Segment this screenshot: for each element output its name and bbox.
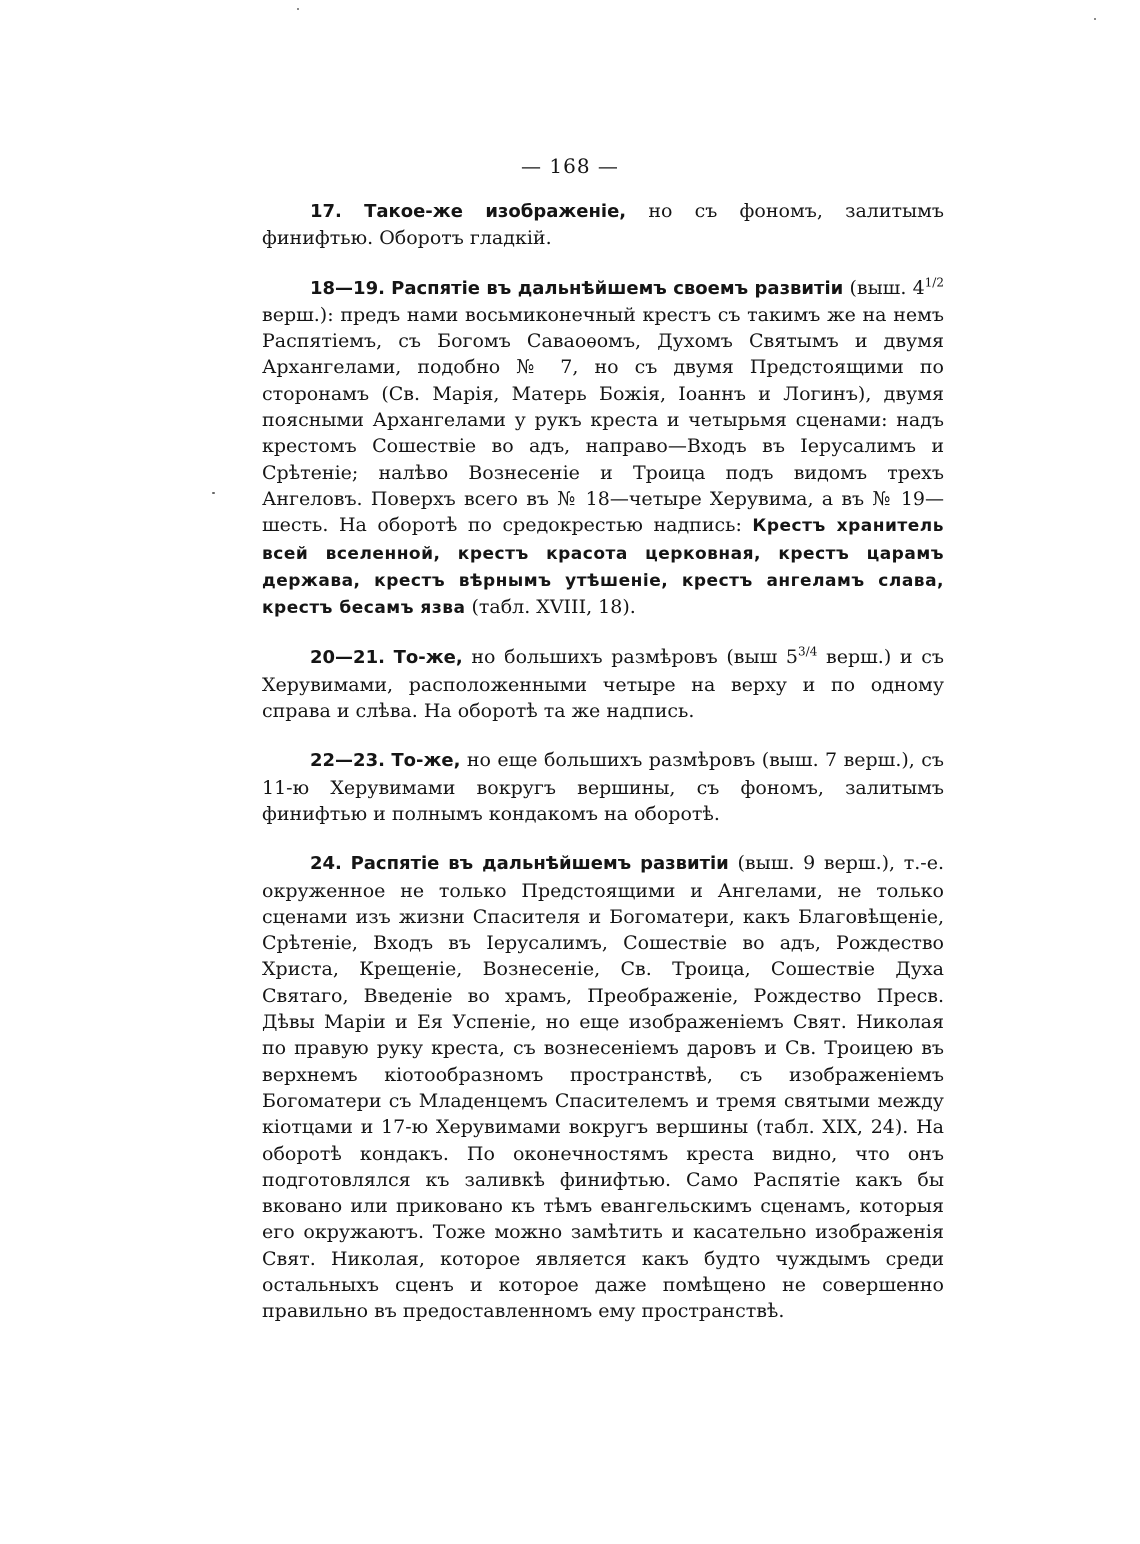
- paper-speck: [297, 8, 299, 10]
- fraction: 3/4: [798, 645, 818, 660]
- page-number: — 168 —: [521, 154, 619, 178]
- catalog-entry-17: [262, 198, 944, 252]
- entry-text: верш.): предъ нами восьмиконечный крестъ съ такимъ же на немъ Распятіемъ, съ Богомъ Саваоѳомъ, Духомъ Святымъ и двумя Архангелами, подобно № 7, но съ двумя Предстоящими по сторонамъ (Св. Марія, Матерь Божія, Іоаннъ и Логинъ), двумя поясными Архангелами у рукъ креста и четырьмя сценами: надъ крестомъ Сошествіе во адъ, направо—Входъ въ Іерусалимъ и Срѣтеніе; налѣво Вознесеніе и Троица подъ видомъ трехъ Ангеловъ. Поверхъ всего въ № 18—четыре Херувима, а въ № 19—шесть. На оборотѣ по средокрестью надпись:: [262, 303, 944, 537]
- entry-text: (выш. 9 верш.), т.-е. окруженное не только Предстоящими и Ангелами, не только сценами изъ жизни Спасителя и Богоматери, какъ Благовѣщеніе, Срѣтеніе, Входъ въ Іерусалимъ, Сошествіе во адъ, Рождество Христа, Крещеніе, Вознесеніе, Св. Троица, Сошествіе Духа Святаго, Введеніе во храмъ, Преображеніе, Рождество Пресв. Дѣвы Маріи и Ея Успеніе, но еще изображеніемъ Свят. Николая по правую руку креста, съ вознесеніемъ даровъ и Св. Троицею въ верхнемъ кіотообразномъ пространствѣ, съ изображеніемъ Богоматери съ Младенцемъ Спасителемъ и тремя святыми между кіотцами и 17-ю Херувимами вокругъ вершины (табл. XIX, 24). На оборотѣ кондакъ. По оконечностямъ креста видно, что онъ подготовлялся къ заливкѣ финифтью. Само Распятіе какъ бы вковано или приковано къ тѣмъ евангельскимъ сценамъ, которыя его окружаютъ. Тоже можно замѣтить и касательно изображенія Свят. Николая, которое является какъ будто чуждымъ среди остальныхъ сценъ и которое даже помѣщено не совершенно правильно въ предоставленномъ ему пространствѣ.: [262, 852, 944, 1323]
- entry-number: 18—19.: [310, 277, 385, 299]
- entry-title: То-же,: [391, 750, 461, 772]
- entry-text: (выш. 4: [849, 276, 925, 299]
- entry-text: верш.) и съ Херувимами, расположенными четыре на верху и по одному справа и слѣва. На оборотѣ та же надпись.: [262, 646, 944, 723]
- paper-speck: [212, 492, 215, 494]
- entry-title: Распятіе въ дальнѣйшемъ развитіи: [350, 853, 729, 875]
- catalog-entry-18-19: [262, 275, 944, 622]
- entry-text: но еще большихъ размѣровъ (выш. 7 верш.), съ 11-ю Херувимами вокругъ вершины, съ фономъ, залитымъ финифтью и полнымъ кондакомъ на оборотѣ.: [262, 749, 944, 825]
- entry-title: Распятіе въ дальнѣйшемъ своемъ развитіи: [391, 277, 844, 299]
- entry-number: 24.: [310, 853, 342, 875]
- page-body: [262, 198, 944, 1348]
- entry-number: 17.: [310, 201, 342, 222]
- entry-text: но съ фономъ, залитымъ финифтью. Оборотъ гладкій.: [262, 200, 944, 250]
- old-slavonic-inscription: Крестъ хранитель всей вселенной, крестъ красота церковная, крестъ царамъ держава, крестъ вѣрнымъ утѣшеніе, крестъ ангеламъ слава, крестъ бесамъ язва: [262, 516, 944, 619]
- fraction: 1/2: [924, 275, 944, 290]
- paper-speck: [1094, 18, 1096, 20]
- entry-number: 20—21.: [310, 647, 385, 669]
- entry-number: 22—23.: [310, 750, 385, 772]
- entry-title: Такое-же изображеніе,: [364, 201, 627, 222]
- catalog-entry-24: [262, 850, 944, 1324]
- entry-title: То-же,: [393, 647, 463, 669]
- catalog-entry-20-21: [262, 644, 944, 724]
- entry-text: (табл. XVIII, 18).: [471, 596, 636, 619]
- entry-text: но большихъ размѣровъ (выш 5: [471, 646, 799, 669]
- catalog-entry-22-23: [262, 747, 944, 827]
